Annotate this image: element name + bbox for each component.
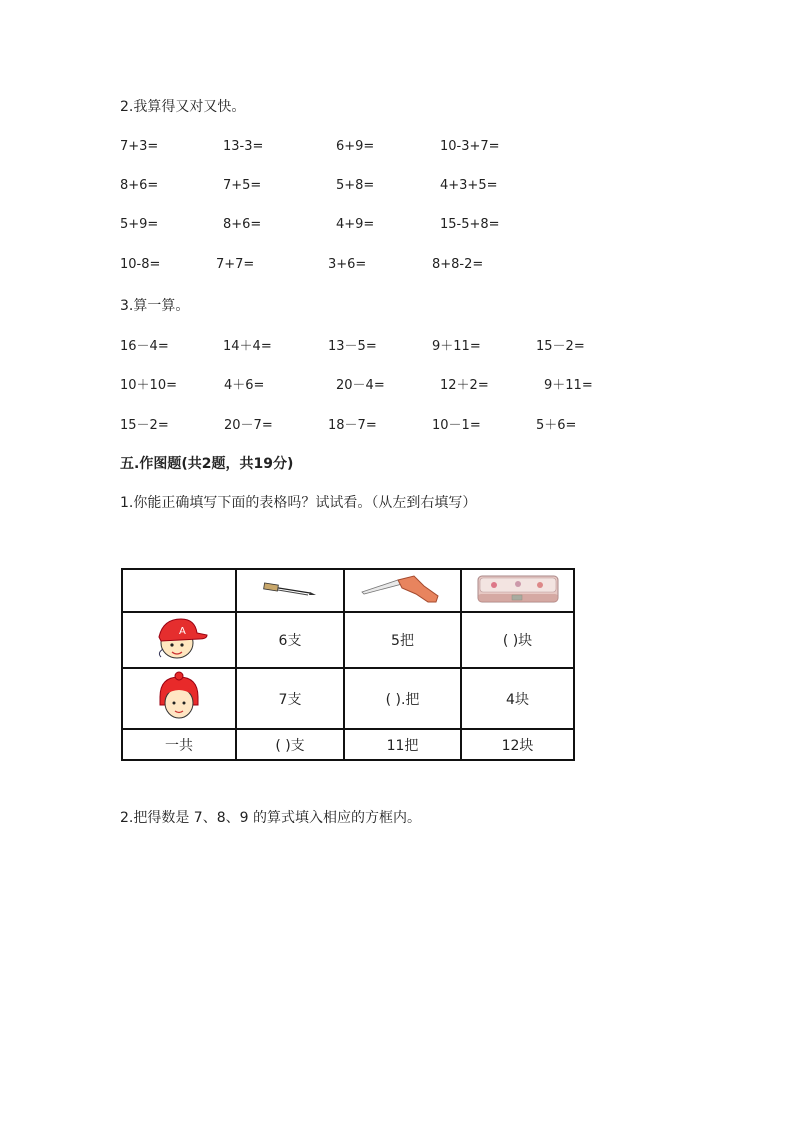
equation: 7+7= <box>216 257 255 272</box>
equation: 18－7= <box>328 418 377 433</box>
table-cell: 4块 <box>461 668 574 729</box>
total-label: 一共 <box>122 729 236 760</box>
equation: 10-8= <box>120 257 161 272</box>
table-cell: ( )支 <box>236 729 344 760</box>
equation: 10＋10= <box>120 378 177 393</box>
equation: 10-3+7= <box>440 139 500 154</box>
table-row <box>122 668 574 729</box>
question-1: 1.你能正确填写下面的表格吗？试试看。（从左到右填写） <box>120 495 477 511</box>
table-cell: 12块 <box>461 729 574 760</box>
equation: 9＋11= <box>544 378 593 393</box>
pen-icon <box>260 588 320 604</box>
equation: 15-5+8= <box>440 217 500 232</box>
equation: 15－2= <box>120 418 169 433</box>
question-2: 2.把得数是 7、8、9 的算式填入相应的方框内。 <box>120 810 421 826</box>
fill-table <box>121 568 575 761</box>
boy-with-cap-icon <box>149 626 209 667</box>
pen-header <box>236 569 344 612</box>
knife-header <box>344 569 461 612</box>
equation: 8+6= <box>223 217 262 232</box>
table-cell: 11把 <box>344 729 461 760</box>
equation: 16－4= <box>120 339 169 354</box>
equation: 8+6= <box>120 178 159 193</box>
equation: 4+3+5= <box>440 178 498 193</box>
boy-cell <box>122 612 236 668</box>
empty-cell <box>122 569 236 612</box>
table-cell: ( )块 <box>461 612 574 668</box>
pencil-case-header <box>461 569 574 612</box>
q3-title: 3.算一算。 <box>120 298 190 314</box>
equation: 3+6= <box>328 257 367 272</box>
equation: 4+9= <box>336 217 375 232</box>
q2-title: 2.我算得又对又快。 <box>120 99 246 115</box>
table-cell: 6支 <box>236 612 344 668</box>
girl-cell <box>122 668 236 729</box>
equation: 9＋11= <box>432 339 481 354</box>
girl-icon <box>154 711 204 727</box>
equation: 4＋6= <box>224 378 265 393</box>
svg-text:A: A <box>179 626 186 637</box>
table-cell: ( ).把 <box>344 668 461 729</box>
section-title: 五.作图题(共2题，共19分) <box>120 456 294 472</box>
equation: 8+8-2= <box>432 257 484 272</box>
table-row <box>122 612 574 668</box>
table-cell: 5把 <box>344 612 461 668</box>
knife-icon <box>358 594 448 610</box>
equation: 15－2= <box>536 339 585 354</box>
table-header-row <box>122 569 574 612</box>
equation: 5+8= <box>336 178 375 193</box>
equation: 20－4= <box>336 378 385 393</box>
equation: 6+9= <box>336 139 375 154</box>
pencil-case-icon <box>476 594 560 610</box>
equation: 7+3= <box>120 139 159 154</box>
equation: 12＋2= <box>440 378 489 393</box>
equation: 5＋6= <box>536 418 577 433</box>
equation: 13－5= <box>328 339 377 354</box>
equation: 5+9= <box>120 217 159 232</box>
equation: 20－7= <box>224 418 273 433</box>
equation: 10－1= <box>432 418 481 433</box>
equation: 13-3= <box>223 139 264 154</box>
equation: 14＋4= <box>223 339 272 354</box>
equation: 7+5= <box>223 178 262 193</box>
table-total-row <box>122 729 574 760</box>
table-cell: 7支 <box>236 668 344 729</box>
